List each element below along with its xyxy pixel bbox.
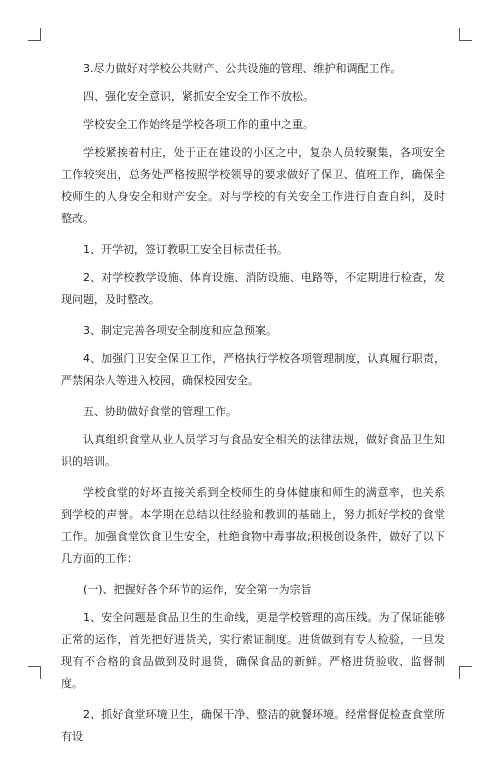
list-item-3: 3、制定完善各项安全制度和应急预案。 — [83, 324, 277, 337]
paragraph-safety-priority: 学校安全工作始终是学校各项工作的重中之重。 — [83, 118, 314, 131]
paragraph-canteen-item-2: 2、抓好食堂环境卫生，确保干净、整洁的就餐环境。经常督促检查食堂所有设 — [61, 708, 445, 743]
list-item-2: 2、对学校教学设施、体育设施、消防设施、电路等，不定期进行检查，发现问题，及时整改。 — [61, 271, 445, 306]
paragraph-canteen-item-1: 1、安全问题是食品卫生的生命线，更是学校管理的高压线。为了保证能够正常的运作，首先把好进货关，实行索证制度。进货做到有专人检验，一旦发现有不合格的食品做到及时退货，确保食品的新鲜。严格进货验收、监督制度。 — [61, 611, 445, 690]
list-item-4: 4、加强门卫安全保卫工作，严格执行学校各项管理制度，认真履行职责，严禁闲杂人等进入校园，确保校园安全。 — [61, 352, 445, 387]
paragraph-safety-context: 学校紧挨着村庄，处于正在建设的小区之中，复杂人员较聚集，各项安全工作较突出，总务处严格按照学校领导的要求做好了保卫、值班工作，确保全校师生的人身安全和财产安全。对与学校的有关安全工作进行自查自纠，及时整改。 — [61, 146, 445, 225]
section-heading-canteen: 五、协助做好食堂的管理工作。 — [83, 405, 237, 418]
subsection-heading-1: (一)、把握好各个环节的运作，安全第一为宗旨 — [83, 583, 312, 596]
crop-mark-top-left — [28, 28, 41, 41]
document-body — [61, 58, 445, 757]
crop-mark-top-right — [459, 28, 472, 41]
paragraph-item-3: 3.尽力做好对学校公共财产、公共设施的管理、维护和调配工作。 — [83, 62, 402, 75]
crop-mark-bottom-right — [459, 666, 472, 679]
section-heading-safety: 四、强化安全意识，紧抓安全安全工作不放松。 — [83, 90, 314, 103]
list-item-1: 1、开学初，签订教职工安全目标责任书。 — [83, 243, 288, 256]
paragraph-canteen-training: 认真组织食堂从业人员学习与食品安全相关的法律法规，做好食品卫生知识的培训。 — [61, 433, 445, 468]
crop-mark-bottom-left — [28, 666, 41, 679]
paragraph-canteen-overview: 学校食堂的好坏直接关系到全校师生的身体健康和师生的满意率，也关系到学校的声誉。本学期在总结以往经验和教训的基础上，努力抓好学校的食堂工作。加强食堂饮食卫生安全，杜绝食物中毒事故;积极创设条件，做好了以下几方面的工作： — [61, 486, 445, 565]
